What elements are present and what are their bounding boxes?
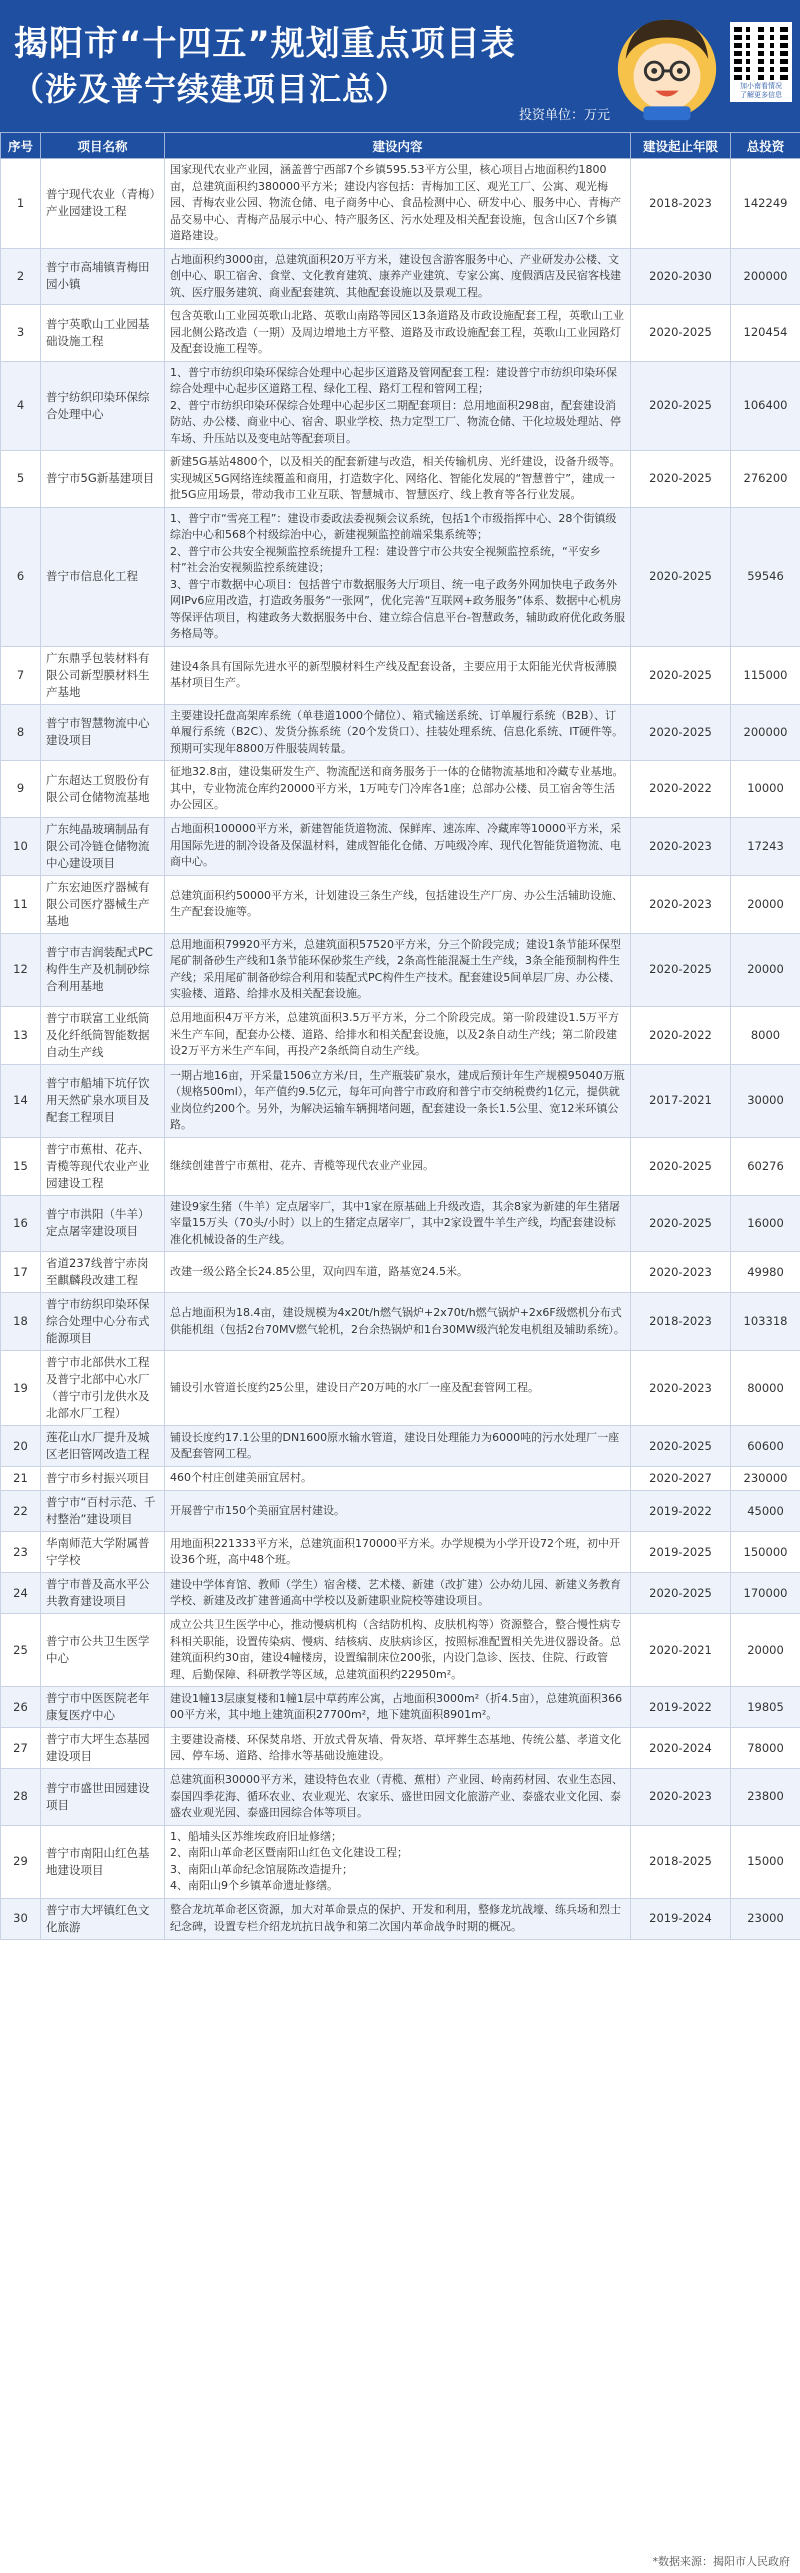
table-row [1, 1898, 800, 1939]
project-investment: 150000 [731, 1532, 800, 1573]
table-row [1, 1426, 800, 1467]
project-investment: 80000 [731, 1351, 800, 1426]
row-number: 26 [1, 1687, 41, 1728]
project-content: 460个村庄创建美丽宜居村。 [165, 1467, 631, 1491]
project-years: 2020-2025 [631, 305, 731, 362]
project-content: 1、普宁市纺织印染环保综合处理中心起步区道路及管网配套工程：建设普宁市纺织印染环保综合处理中心起步区道路工程、绿化工程、路灯工程和管网工程； 2、普宁市纺织印染环保综合处理中心起步区二期配套项目：总用地面积298亩，配套建设消防站、办公楼、商业中心、宿舍、职业学校、热力定型工厂、物流仓储、干化垃圾处理站、停车场、升压站以及变电站等配套项目。 [165, 361, 631, 451]
project-investment: 45000 [731, 1491, 800, 1532]
project-investment: 23000 [731, 1898, 800, 1939]
project-years: 2020-2023 [631, 875, 731, 933]
project-investment: 23800 [731, 1769, 800, 1826]
row-number: 27 [1, 1728, 41, 1769]
project-content: 主要建设斋楼、环保焚帛塔、开放式骨灰墙、骨灰塔、草坪葬生态基地、传统公墓、孝道文化园、停车场、道路、给排水等基础设施建设。 [165, 1728, 631, 1769]
project-name: 普宁市船埔下坑仔饮用天然矿泉水项目及配套工程项目 [41, 1064, 165, 1137]
project-name: 普宁市大坪镇红色文化旅游 [41, 1898, 165, 1939]
project-content: 总用地面积79920平方米，总建筑面积57520平方米，分三个阶段完成；建设1条节能环保型尾矿制备砂生产线和1条节能环保砂浆生产线，2条高性能混凝土生产线，3条全能预制构件生产线；采用尾矿制备砂综合利用和装配式PC构件生产技术。配套建设5间单层厂房、办公楼、实验楼、道路、给排水及相关配套设施。 [165, 933, 631, 1006]
row-number: 16 [1, 1195, 41, 1252]
project-investment: 59546 [731, 507, 800, 646]
project-content: 开展普宁市150个美丽宜居村建设。 [165, 1491, 631, 1532]
page-title: 揭阳市“十四五”规划重点项目表 [14, 24, 516, 64]
project-investment: 276200 [731, 451, 800, 508]
project-name: 省道237线普宁赤岗至麒麟段改建工程 [41, 1252, 165, 1293]
project-investment: 78000 [731, 1728, 800, 1769]
project-name: 普宁市联富工业纸筒及化纤纸筒智能数据自动生产线 [41, 1006, 165, 1064]
table-row [1, 1293, 800, 1351]
row-number: 23 [1, 1532, 41, 1573]
row-number: 17 [1, 1252, 41, 1293]
project-name: 普宁市乡村振兴项目 [41, 1467, 165, 1491]
qr-code-icon [734, 26, 788, 80]
table-row [1, 361, 800, 451]
project-name: 普宁市蕉柑、花卉、青榄等现代农业产业园建设工程 [41, 1137, 165, 1195]
project-years: 2019-2022 [631, 1687, 731, 1728]
project-name: 广东超达工贸股份有限公司仓储物流基地 [41, 761, 165, 818]
row-number: 22 [1, 1491, 41, 1532]
project-content: 占地面积约3000亩，总建筑面积20万平方米，建设包含游客服务中心、产业研发办公楼、文创中心、职工宿舍、食堂、文化教育建筑、康养产业建筑、专家公寓、度假酒店及民宿客栈建筑、医疗服务建筑、商业配套建筑、其他配套设施以及景观工程。 [165, 248, 631, 305]
table-row [1, 933, 800, 1006]
project-years: 2020-2025 [631, 1573, 731, 1614]
row-number: 3 [1, 305, 41, 362]
project-investment: 49980 [731, 1252, 800, 1293]
row-number: 12 [1, 933, 41, 1006]
project-name: 广东鼎孚包装材料有限公司新型膜材料生产基地 [41, 646, 165, 704]
qr-caption: 加小南看情况 了解更多信息 [740, 82, 782, 99]
table-row [1, 646, 800, 704]
project-content: 铺设长度约17.1公里的DN1600原水输水管道，建设日处理能力为6000吨的污水处理厂一座及配套管网工程。 [165, 1426, 631, 1467]
table-row [1, 159, 800, 249]
project-name: 莲花山水厂提升及城区老旧管网改造工程 [41, 1426, 165, 1467]
table-row [1, 1728, 800, 1769]
row-number: 1 [1, 159, 41, 249]
table-row [1, 1491, 800, 1532]
project-content: 总建筑面积约50000平方米，计划建设三条生产线，包括建设生产厂房、办公生活辅助设施、生产配套设施等。 [165, 875, 631, 933]
project-investment: 17243 [731, 817, 800, 875]
project-name: 普宁市洪阳（牛羊）定点屠宰建设项目 [41, 1195, 165, 1252]
project-name: 普宁市智慧物流中心建设项目 [41, 704, 165, 761]
project-years: 2020-2025 [631, 1137, 731, 1195]
project-name: 普宁市高埔镇青梅田园小镇 [41, 248, 165, 305]
project-years: 2020-2025 [631, 933, 731, 1006]
row-number: 6 [1, 507, 41, 646]
table-row [1, 1137, 800, 1195]
project-content: 整合龙坑革命老区资源，加大对革命景点的保护、开发和利用，整修龙坑战壕、练兵场和烈士纪念碑，设置专栏介绍龙坑抗日战争和第二次国内革命战争时期的概况。 [165, 1898, 631, 1939]
project-years: 2019-2022 [631, 1491, 731, 1532]
project-investment: 20000 [731, 875, 800, 933]
project-content: 建设9家生猪（牛羊）定点屠宰厂，其中1家在原基础上升级改造，其余8家为新建的年生猪屠宰量15万头（70头/小时）以上的生猪定点屠宰厂，其中2家设置牛羊生产线，均配套建设标准化机械设备的生产线。 [165, 1195, 631, 1252]
project-content: 铺设引水管道长度约25公里，建设日产20万吨的水厂一座及配套管网工程。 [165, 1351, 631, 1426]
row-number: 21 [1, 1467, 41, 1491]
table-row [1, 1614, 800, 1687]
project-years: 2020-2023 [631, 1769, 731, 1826]
project-investment: 20000 [731, 1614, 800, 1687]
table-row [1, 1532, 800, 1573]
project-years: 2020-2022 [631, 1006, 731, 1064]
project-name: 广东宏迪医疗器械有限公司医疗器械生产基地 [41, 875, 165, 933]
table-row [1, 1687, 800, 1728]
project-content: 国家现代农业产业园，涵盖普宁西部7个乡镇595.53平方公里，核心项目占地面积约1800亩，总建筑面积约380000平方米；建设内容包括：青梅加工区、观光工厂、公寓、观光梅园、青梅农业公园、物流仓储、电子商务中心、食品检测中心、研发中心、服务中心、青梅产品交易中心、青梅产品展示中心、特产服务区、污水处理及相关配套设施，包含山区7个乡镇道路建设。 [165, 159, 631, 249]
table-row [1, 1769, 800, 1826]
row-number: 24 [1, 1573, 41, 1614]
table-row [1, 1195, 800, 1252]
header-name: 项目名称 [41, 133, 165, 159]
table-row [1, 875, 800, 933]
table-row [1, 248, 800, 305]
project-content: 用地面积221333平方米，总建筑面积170000平方米。办学规模为小学开设72个班，初中开设36个班，高中48个班。 [165, 1532, 631, 1573]
project-investment: 19805 [731, 1687, 800, 1728]
project-content: 总占地面积为18.4亩，建设规模为4x20t/h燃气锅炉+2x70t/h燃气锅炉+2x6F级燃机分布式供能机组（包括2台70MV燃气轮机，2台余热锅炉和1台30MW级汽轮发电机组及辅助系统）。 [165, 1293, 631, 1351]
row-number: 20 [1, 1426, 41, 1467]
project-years: 2020-2025 [631, 507, 731, 646]
project-investment: 115000 [731, 646, 800, 704]
project-investment: 200000 [731, 704, 800, 761]
project-name: 普宁现代农业（青梅）产业园建设工程 [41, 159, 165, 249]
project-investment: 16000 [731, 1195, 800, 1252]
project-name: 普宁市5G新基建项目 [41, 451, 165, 508]
header-years: 建设起止年限 [631, 133, 731, 159]
project-name: 普宁市南阳山红色基地建设项目 [41, 1825, 165, 1898]
table-row [1, 817, 800, 875]
project-content: 1、船埔头区苏维埃政府旧址修缮； 2、南阳山革命老区暨南阳山红色文化建设工程； 3、南阳山革命纪念馆展陈改造提升； 4、南阳山9个乡镇革命遗址修缮。 [165, 1825, 631, 1898]
project-name: 广东纯晶玻璃制品有限公司冷链仓储物流中心建设项目 [41, 817, 165, 875]
project-content: 继续创建普宁市蕉柑、花卉、青榄等现代农业产业园。 [165, 1137, 631, 1195]
project-investment: 30000 [731, 1064, 800, 1137]
project-content: 主要建设托盘高架库系统（单巷道1000个储位）、箱式输送系统、订单履行系统（B2B）、订单履行系统（B2C）、发货分拣系统（20个发货口）、挂装处理系统、信息化系统、IT硬件等。预期可实现年8800万件服装周转量。 [165, 704, 631, 761]
row-number: 28 [1, 1769, 41, 1826]
project-name: 普宁市吉润装配式PC构件生产及机制砂综合利用基地 [41, 933, 165, 1006]
project-investment: 170000 [731, 1573, 800, 1614]
project-content: 一期占地16亩，开采量1506立方米/日，生产瓶装矿泉水，建成后预计年生产规模95040万瓶（规格500ml），年产值约9.5亿元，每年可向普宁市政府和普宁市交纳税费约1亿元，提供就业岗位约200个。另外，为解决运输车辆拥堵问题，配套建设一条长1.5公里、宽12米环镇公路。 [165, 1064, 631, 1137]
project-investment: 60600 [731, 1426, 800, 1467]
project-investment: 103318 [731, 1293, 800, 1351]
project-years: 2020-2023 [631, 1252, 731, 1293]
project-content: 1、普宁市“雪亮工程”：建设市委政法委视频会议系统，包括1个市级指挥中心、28个街镇级综治中心和568个村级综治中心，新建视频监控前端采集系统等； 2、普宁市公共安全视频监控系统提升工程：建设普宁市公共安全视频监控系统，“平安乡村”社会治安视频监控系统建设； 3、普宁市数据中心项目：包括普宁市数据服务大厅项目、统一电子政务外网加快电子政务外网IPv6应用改造，打造政务服务“一张网”，优化完善“互联网+政务服务”体系、数据中心机房等保评估项目，构建政务大数据服务中台、建立综合信息平台-智慧政务，辅助政府优化政务服务格局等。 [165, 507, 631, 646]
header-investment: 总投资 [731, 133, 800, 159]
project-investment: 142249 [731, 159, 800, 249]
project-years: 2020-2025 [631, 361, 731, 451]
project-investment: 8000 [731, 1006, 800, 1064]
project-content: 占地面积100000平方米，新建智能货道物流、保鲜库、速冻库、冷藏库等10000平方米，采用国际先进的制冷设备及保温材料，建成智能化仓储、万吨级冷库、现代化智能货道物流、电商中心。 [165, 817, 631, 875]
project-years: 2019-2024 [631, 1898, 731, 1939]
project-years: 2017-2021 [631, 1064, 731, 1137]
project-years: 2020-2022 [631, 761, 731, 818]
project-years: 2020-2021 [631, 1614, 731, 1687]
project-years: 2018-2023 [631, 1293, 731, 1351]
row-number: 15 [1, 1137, 41, 1195]
table-row [1, 761, 800, 818]
project-name: 普宁市盛世田园建设项目 [41, 1769, 165, 1826]
project-years: 2020-2024 [631, 1728, 731, 1769]
page-subtitle: （涉及普宁续建项目汇总） [12, 70, 409, 108]
project-years: 2020-2025 [631, 451, 731, 508]
qr-code [730, 22, 792, 102]
project-name: 普宁市信息化工程 [41, 507, 165, 646]
row-number: 5 [1, 451, 41, 508]
row-number: 8 [1, 704, 41, 761]
table-row [1, 305, 800, 362]
table-row [1, 1006, 800, 1064]
row-number: 4 [1, 361, 41, 451]
project-investment: 200000 [731, 248, 800, 305]
project-name: 普宁市公共卫生医学中心 [41, 1614, 165, 1687]
project-content: 征地32.8亩，建设集研发生产、物流配送和商务服务于一体的仓储物流基地和冷藏专业基地。其中，专业物流仓库约20000平方米，1万吨专门冷库各1座；总部办公楼、员工宿舍等生活办公园区。 [165, 761, 631, 818]
project-name: 普宁市北部供水工程及普宁北部中心水厂（普宁市引龙供水及北部水厂工程） [41, 1351, 165, 1426]
project-table [0, 132, 800, 1940]
project-years: 2020-2025 [631, 1426, 731, 1467]
project-content: 总建筑面积30000平方米，建设特色农业（青榄、蕉柑）产业园、岭南药材园、农业生态园、泰国四季花海、循环农业、农业观光、农家乐、盛世田园文化旅游产业、泰盛农业文化园、泰盛农业观光园、泰盛田园综合体等项目。 [165, 1769, 631, 1826]
project-years: 2020-2030 [631, 248, 731, 305]
project-investment: 10000 [731, 761, 800, 818]
row-number: 13 [1, 1006, 41, 1064]
row-number: 29 [1, 1825, 41, 1898]
project-investment: 60276 [731, 1137, 800, 1195]
row-number: 9 [1, 761, 41, 818]
project-content: 建设1幢13层康复楼和1幢1层中草药库公寓，占地面积3000m²（折4.5亩），总建筑面积36600平方米，其中地上建筑面积27700m²，地下建筑面积8901m²。 [165, 1687, 631, 1728]
project-content: 成立公共卫生医学中心，推动慢病机构（含结防机构、皮肤机构等）资源整合，整合慢性病专科相关职能，设置传染病、慢病、结核病、皮肤病诊区，按照标准配置相关先进仪器设备。总建筑面积约30亩，建设4幢楼房，设置编制床位200张，内设门急诊、医技、住院、行政管理、后勤保障、科研教学等区域，总建筑面积约22950m²。 [165, 1614, 631, 1687]
project-name: 普宁市纺织印染环保综合处理中心分布式能源项目 [41, 1293, 165, 1351]
project-investment: 120454 [731, 305, 800, 362]
table-row [1, 1825, 800, 1898]
header-content: 建设内容 [165, 133, 631, 159]
row-number: 14 [1, 1064, 41, 1137]
table-row [1, 507, 800, 646]
project-content: 包含英歌山工业园英歌山北路、英歌山南路等园区13条道路及市政设施配套工程，英歌山工业园北侧公路改造（一期）及周边增地土方平整、道路及市政设施配套工程，英歌山工业园路灯及配套设施工程等。 [165, 305, 631, 362]
project-content: 改建一级公路全长24.85公里，双向四车道，路基宽24.5米。 [165, 1252, 631, 1293]
row-number: 2 [1, 248, 41, 305]
table-row [1, 451, 800, 508]
row-number: 30 [1, 1898, 41, 1939]
project-investment: 106400 [731, 361, 800, 451]
project-years: 2020-2027 [631, 1467, 731, 1491]
project-years: 2019-2025 [631, 1532, 731, 1573]
row-number: 25 [1, 1614, 41, 1687]
project-name: 普宁市“百村示范、千村整治”建设项目 [41, 1491, 165, 1532]
table-row [1, 1252, 800, 1293]
project-name: 普宁纺织印染环保综合处理中心 [41, 361, 165, 451]
project-years: 2020-2023 [631, 1351, 731, 1426]
project-years: 2020-2023 [631, 817, 731, 875]
project-name: 普宁市普及高水平公共教育建设项目 [41, 1573, 165, 1614]
project-years: 2020-2025 [631, 1195, 731, 1252]
table-row [1, 1573, 800, 1614]
project-content: 新建5G基站4800个，以及相关的配套新建与改造，相关传输机房、光纤建设，设备升级等。实现城区5G网络连续覆盖和商用，打造数字化、网络化、智能化发展的“智慧普宁”，建成一批5G应用场景，带动我市工业互联、智慧城市、智慧医疗、线上教育等各行业发展。 [165, 451, 631, 508]
project-investment: 15000 [731, 1825, 800, 1898]
table-row [1, 1467, 800, 1491]
row-number: 19 [1, 1351, 41, 1426]
project-name: 华南师范大学附属普宁学校 [41, 1532, 165, 1573]
mascot-icon [608, 8, 726, 126]
table-row [1, 1351, 800, 1426]
row-number: 18 [1, 1293, 41, 1351]
table-header-row [1, 133, 800, 159]
table-row [1, 704, 800, 761]
row-number: 7 [1, 646, 41, 704]
project-years: 2020-2025 [631, 704, 731, 761]
project-content: 建设4条具有国际先进水平的新型膜材料生产线及配套设备，主要应用于太阳能光伏背板薄膜基材项目生产。 [165, 646, 631, 704]
project-content: 建设中学体育馆、教师（学生）宿舍楼、艺术楼、新建（改扩建）公办幼儿园、新建义务教育学校、新建及改扩建普通高中学校以及新建职业院校等建设项目。 [165, 1573, 631, 1614]
project-investment: 20000 [731, 933, 800, 1006]
project-name: 普宁英歌山工业园基础设施工程 [41, 305, 165, 362]
investment-unit-note: 投资单位：万元 [518, 108, 610, 123]
table-row [1, 1064, 800, 1137]
project-content: 总用地面积4万平方米，总建筑面积3.5万平方米，分二个阶段完成。第一阶段建设1.5万平方米生产车间，配套办公楼、道路、给排水和相关配套设施，以及2条自动生产线；第二阶段建设2万平方米生产车间，再投产2条纸筒自动生产线。 [165, 1006, 631, 1064]
header-no: 序号 [1, 133, 41, 159]
project-name: 普宁市中医医院老年康复医疗中心 [41, 1687, 165, 1728]
row-number: 11 [1, 875, 41, 933]
project-years: 2020-2025 [631, 646, 731, 704]
project-years: 2018-2023 [631, 159, 731, 249]
header-banner [0, 0, 800, 132]
project-name: 普宁市大坪生态基园建设项目 [41, 1728, 165, 1769]
data-source-note: *数据来源：揭阳市人民政府 [652, 2555, 790, 2568]
table-body [1, 159, 800, 1940]
project-years: 2018-2025 [631, 1825, 731, 1898]
project-investment: 230000 [731, 1467, 800, 1491]
row-number: 10 [1, 817, 41, 875]
